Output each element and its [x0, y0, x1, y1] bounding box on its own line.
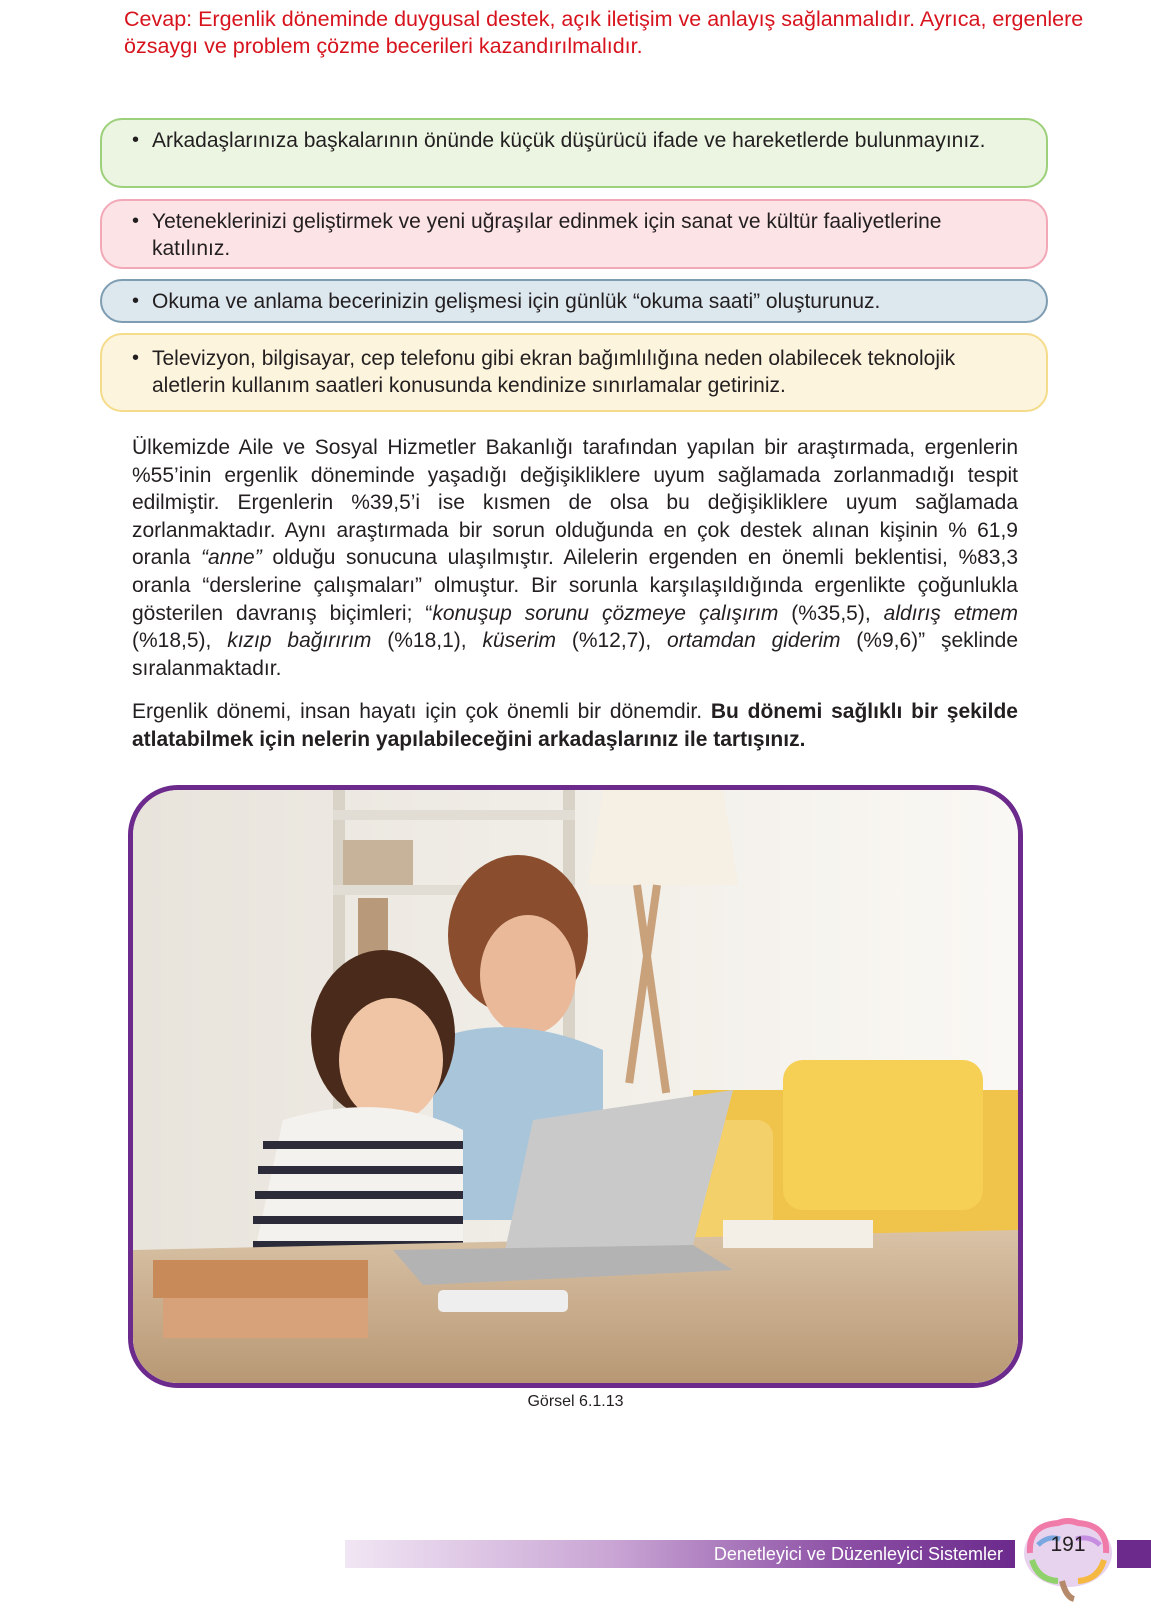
tip-text: Arkadaşlarınıza başkalarının önünde küçük düşürücü ifade ve hareketlerde bulunmayınız.	[152, 129, 986, 152]
research-paragraph	[132, 434, 1018, 682]
answer-text: Cevap: Ergenlik döneminde duygusal destek, açık iletişim ve anlayış sağlanmalıdır. Ayrıca, ergenlere özsaygı ve problem çözme becerileri kazandırılmalıdır.	[124, 7, 1084, 58]
discussion-paragraph	[132, 698, 1018, 753]
tip-text: Okuma ve anlama becerinizin gelişmesi için günlük “okuma saati” oluşturunuz.	[152, 290, 881, 313]
text-run: (%18,5),	[132, 629, 228, 653]
page-number: 191	[1050, 1533, 1086, 1556]
caption-text: Görsel 6.1.13	[527, 1393, 624, 1410]
chapter-title: Denetleyici ve Düzenleyici Sistemler	[713, 1544, 1003, 1564]
tip-box-2	[100, 199, 1048, 269]
text-run: (%12,7),	[555, 629, 668, 653]
tip-text: Yeteneklerinizi geliştirmek ve yeni uğraşılar edinmek için sanat ve kültür faaliyetlerine katılınız.	[152, 210, 942, 260]
footer-bar-tail	[1117, 1540, 1151, 1568]
text-run: Ergenlik dönemi, insan hayatı için çok önemli bir dönemdir.	[132, 700, 711, 723]
photo-caption	[0, 1393, 1151, 1411]
bullet-icon: •	[132, 290, 140, 312]
text-run: Ülkemizde Aile ve Sosyal Hizmetler Bakanlığı tarafından yapılan bir araştırmada, ergenlerin %55’inin ergenlik döneminde yaşadığı değişikliklere uyum sağlamada zorlanmadığı tespit edilmiştir. Ergenlerin %39,5’i ise kısmen de olsa bu değişikliklere uyum sağlamada zorlanmaktadır. Aynı araştırmada bir sorun olduğunda en çok destek alınan kişinin % 61,9 oranla	[132, 436, 1018, 570]
bullet-icon: •	[132, 129, 140, 151]
text-run-italic: küserim	[482, 629, 556, 653]
text-run: (%35,5),	[778, 601, 884, 625]
text-run: olduğu sonucuna ulaşılmıştır. Ailelerin ergenden en önemli beklentisi, %83,3 oranla “derslerine çalışmaları” olmuştur. Bir sorunla karşılaşıldığında ergenlikte çoğunlukla gösterilen davranış biçimleri; “	[132, 546, 1018, 625]
photo-illustration	[133, 790, 1018, 1383]
text-run-italic: kızıp bağırırım	[227, 629, 372, 653]
tip-box-1	[100, 118, 1048, 188]
brain-icon	[1018, 1515, 1118, 1603]
text-run-italic: ortamdan giderim	[667, 629, 841, 653]
footer-chapter-bar	[345, 1540, 1015, 1568]
text-run-bold: Bu dönemi sağlıklı bir şekilde atlatabilmek için nelerin yapılabileceğini arkadaşlarınız ile tartışınız.	[132, 700, 1018, 751]
text-run: (%18,1),	[371, 629, 483, 653]
bullet-icon: •	[132, 210, 140, 232]
tip-text: Televizyon, bilgisayar, cep telefonu gibi ekran bağımlılığına neden olabilecek teknolojik aletlerin kullanım saatleri konusunda kendinize sınırlamalar getiriniz.	[152, 347, 956, 397]
photo-mother-daughter-laptop	[128, 785, 1023, 1388]
tip-box-4	[100, 333, 1048, 412]
tip-box-3	[100, 279, 1048, 323]
text-run-italic: “anne”	[201, 546, 262, 570]
text-run-italic: aldırış etmem	[883, 601, 1019, 625]
bullet-icon: •	[132, 347, 140, 369]
text-run-italic: konuşup sorunu çözmeye çalışırım	[432, 601, 779, 625]
text-run: (%9,6)” şeklinde sıralanmaktadır.	[132, 629, 1019, 680]
